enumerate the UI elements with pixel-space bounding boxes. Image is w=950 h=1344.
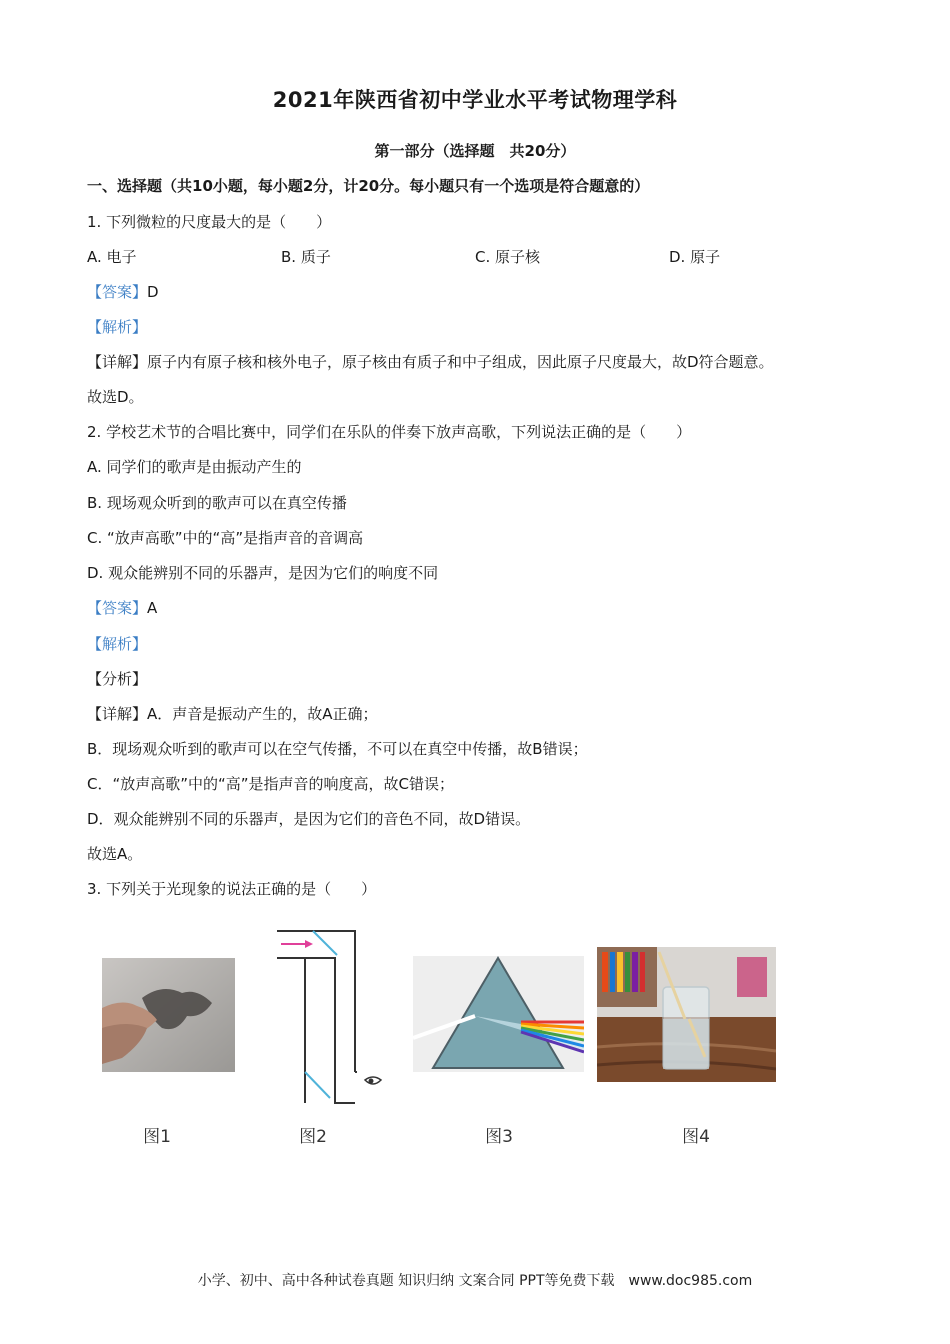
question-1-option-b: B. 质子 [281, 248, 331, 266]
question-1-option-c: C. 原子核 [475, 248, 541, 266]
question-1-answer [87, 282, 159, 302]
question-2-option-c: C. “放声高歌”中的“高”是指声音的音调高 [87, 529, 364, 547]
answer-value: D [147, 283, 159, 301]
footer: 小学、初中、高中各种试卷真题 知识归纳 文案合同 PPT等免费下载 www.doc985.com [197, 1273, 753, 1289]
figure-4-caption: 图4 [682, 1127, 710, 1147]
question-2-analysis-tag: 【解析】 [87, 635, 148, 653]
question-2-detail-a: 【详解】A．声音是振动产生的，故A正确； [87, 705, 378, 723]
question-1-stem: 1. 下列微粒的尺度最大的是（ ） [87, 213, 332, 231]
figure-4-straw-in-glass-image [597, 947, 776, 1082]
question-1-detail: 【详解】原子内有原子核和核外电子，原子核由有质子和中子组成，因此原子尺度最大，故D符合题意。 [87, 353, 774, 371]
part-heading: 第一部分（选择题 共20分） [374, 142, 576, 160]
question-2-option-a: A. 同学们的歌声是由振动产生的 [87, 458, 302, 476]
page-title: 2021年陕西省初中学业水平考试物理学科 [272, 88, 678, 112]
answer-tag: 【答案】 [87, 599, 148, 617]
figure-2-caption: 图2 [299, 1127, 327, 1147]
answer-tag: 【答案】 [87, 283, 148, 301]
question-2-stem: 2. 学校艺术节的合唱比赛中，同学们在乐队的伴奏下放声高歌，下列说法正确的是（ ） [87, 423, 692, 441]
figure-1-hand-shadow-image [102, 958, 235, 1072]
question-2-detail-b: B．现场观众听到的歌声可以在空气传播，不可以在真空中传播，故B错误； [87, 740, 588, 758]
question-2-option-d: D. 观众能辨别不同的乐器声，是因为它们的响度不同 [87, 564, 439, 582]
figure-2-periscope-diagram [275, 928, 387, 1106]
figure-3-caption: 图3 [485, 1127, 513, 1147]
question-2-option-b: B. 现场观众听到的歌声可以在真空传播 [87, 494, 347, 512]
section-heading: 一、选择题（共10小题，每小题2分，计20分。每小题只有一个选项是符合题意的） [87, 177, 650, 195]
question-2-fenxi: 【分析】 [87, 670, 148, 688]
question-2-answer [87, 598, 157, 618]
question-1-option-d: D. 原子 [669, 248, 721, 266]
figure-1-caption: 图1 [143, 1127, 171, 1147]
question-1-analysis-tag: 【解析】 [87, 318, 148, 336]
question-1-option-a: A. 电子 [87, 248, 137, 266]
question-2-detail-d: D．观众能辨别不同的乐器声，是因为它们的音色不同，故D错误。 [87, 810, 531, 828]
question-1-conclusion: 故选D。 [87, 388, 144, 406]
question-2-detail-c: C．“放声高歌”中的“高”是指声音的响度高，故C错误； [87, 775, 455, 793]
question-2-conclusion: 故选A。 [87, 845, 143, 863]
figure-3-prism-dispersion-image [413, 956, 584, 1072]
answer-value: A [147, 599, 158, 617]
question-3-stem: 3. 下列关于光现象的说法正确的是（ ） [87, 880, 377, 898]
